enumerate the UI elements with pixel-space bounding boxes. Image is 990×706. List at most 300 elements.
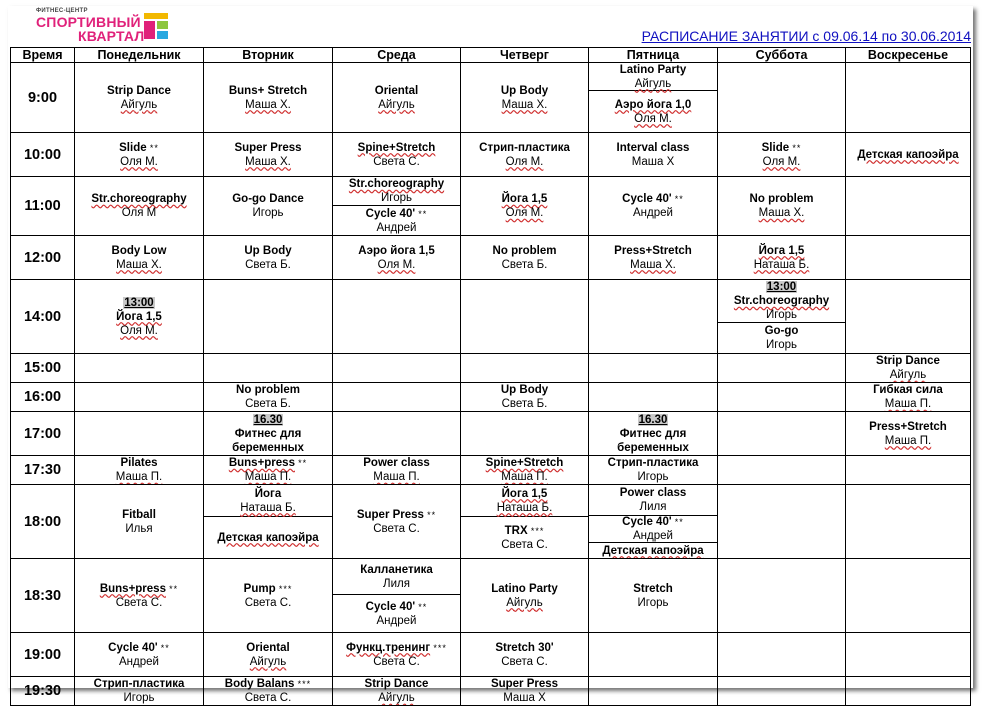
class-cell[interactable]	[204, 133, 333, 177]
trainer-line	[461, 98, 588, 112]
class-name-line	[461, 141, 588, 155]
trainer-name: Игорь	[637, 596, 669, 609]
class-name-line	[615, 98, 692, 112]
class-name: Cycle 40'	[365, 600, 416, 613]
class-cell[interactable]	[75, 280, 204, 354]
sub-class-block[interactable]	[461, 485, 588, 517]
class-cell[interactable]	[75, 559, 204, 633]
trainer-line	[75, 522, 203, 536]
empty-cell	[589, 677, 718, 706]
class-cell[interactable]	[204, 485, 333, 559]
header	[8, 6, 973, 47]
trainer-line	[204, 98, 332, 112]
class-cell[interactable]	[589, 236, 718, 280]
class-name-line	[204, 677, 332, 691]
trainer-line	[204, 655, 332, 669]
class-name: Body Balans	[224, 678, 295, 690]
trainer-line	[204, 596, 332, 610]
trainer-line	[633, 529, 673, 543]
trainer-name: Света Б.	[245, 258, 291, 271]
class-intensity-stars: ***	[278, 583, 293, 594]
trainer-name: Света С.	[115, 596, 163, 609]
empty-cell	[846, 63, 971, 133]
class-cell[interactable]	[204, 63, 333, 133]
day-header: Понедельник	[75, 48, 204, 63]
class-start-time: 13:00	[766, 281, 797, 293]
schedule-title[interactable]: РАСПИСАНИЕ ЗАНЯТИИ с 09.06.14 по 30.06.2014	[641, 28, 971, 44]
trainer-line	[766, 338, 797, 352]
time-slot: 19:00	[11, 633, 75, 677]
trainer-name: Игорь	[766, 309, 797, 321]
empty-cell	[333, 280, 461, 354]
class-cell[interactable]	[204, 236, 333, 280]
class-name-line	[204, 244, 332, 258]
class-name: Аэро йога 1,0	[614, 98, 692, 111]
schedule-row	[11, 383, 971, 412]
logo-subtitle: ФИТНЕС-ЦЕНТР	[36, 8, 88, 14]
class-cell[interactable]	[846, 412, 971, 456]
class-name: Strip Dance	[107, 84, 171, 97]
empty-cell	[333, 412, 461, 456]
sub-class-block[interactable]	[204, 517, 332, 558]
trainer-name: Оля М.	[120, 155, 158, 168]
class-start-time: 16.30	[253, 413, 283, 426]
class-name: Super Press	[490, 678, 559, 690]
trainer-line	[461, 258, 588, 272]
class-name: Fitball	[122, 508, 156, 521]
trainer-name: Наташа Б.	[240, 501, 296, 514]
class-name-line	[75, 641, 203, 655]
class-name: Йога 1,5	[758, 244, 805, 257]
sub-class-block[interactable]	[333, 595, 460, 632]
class-start-time: 16.30	[638, 413, 668, 426]
class-cell[interactable]	[589, 133, 718, 177]
trainer-name: Игорь	[252, 207, 284, 219]
empty-cell	[333, 383, 461, 412]
class-cell[interactable]	[204, 177, 333, 236]
class-cell[interactable]	[589, 559, 718, 633]
class-cell[interactable]	[333, 559, 461, 633]
empty-cell	[846, 177, 971, 236]
class-name-line	[75, 310, 203, 324]
class-name-line	[589, 244, 717, 258]
class-name: Up Body	[500, 84, 549, 97]
trainer-line	[461, 397, 588, 411]
class-cell[interactable]	[718, 236, 846, 280]
empty-cell	[75, 412, 204, 456]
class-name: Super Press	[356, 508, 424, 521]
trainer-line	[461, 470, 588, 484]
class-cell[interactable]	[333, 485, 461, 559]
trainer-name: Маша П.	[884, 434, 932, 447]
class-cell[interactable]	[75, 677, 204, 706]
trainer-name: Андрей	[376, 614, 417, 627]
class-name: Super Press	[234, 141, 302, 154]
schedule-row	[11, 485, 971, 559]
trainer-name: Игорь	[766, 339, 797, 351]
class-name-line	[461, 641, 588, 655]
schedule-row	[11, 63, 971, 133]
trainer-line	[461, 655, 588, 669]
class-cell[interactable]	[333, 177, 461, 236]
class-cell[interactable]	[461, 559, 589, 633]
trainer-line	[846, 368, 970, 382]
class-cell[interactable]	[75, 236, 204, 280]
time-slot: 16:00	[11, 383, 75, 412]
class-cell[interactable]	[461, 177, 589, 236]
trainer-name: Оля М.	[505, 155, 544, 168]
day-header: Воскресенье	[846, 48, 971, 63]
class-name: Press+Stretch	[869, 420, 947, 433]
class-name-line	[333, 456, 460, 470]
trainer-line	[635, 77, 672, 91]
class-cell[interactable]	[589, 63, 718, 133]
class-cell[interactable]	[589, 412, 718, 456]
class-cell[interactable]	[75, 633, 204, 677]
class-name: Str.choreography	[733, 295, 830, 307]
class-cell[interactable]	[589, 177, 718, 236]
class-cell[interactable]	[75, 456, 204, 485]
class-intensity-stars: **	[298, 458, 308, 468]
class-name: Cycle 40'	[622, 516, 672, 528]
sub-class-block[interactable]	[333, 177, 460, 206]
class-name-line	[75, 456, 203, 470]
sub-class-block[interactable]	[589, 485, 717, 516]
trainer-name: Айгуль	[378, 98, 415, 111]
trainer-line	[634, 112, 672, 126]
trainer-name: Света С.	[373, 655, 420, 668]
class-name-line	[75, 508, 203, 522]
schedule-row	[11, 559, 971, 633]
class-name: Pump	[243, 582, 276, 595]
class-cell[interactable]	[461, 633, 589, 677]
class-cell[interactable]	[204, 456, 333, 485]
class-name-line	[217, 531, 318, 545]
class-name-line	[461, 244, 588, 258]
class-cell[interactable]	[75, 485, 204, 559]
class-cell[interactable]	[204, 677, 333, 706]
empty-cell	[204, 280, 333, 354]
empty-cell	[718, 633, 846, 677]
time-slot: 18:30	[11, 559, 75, 633]
time-slot: 17:00	[11, 412, 75, 456]
trainer-name: Лиля	[639, 501, 667, 513]
class-name: No problem	[749, 193, 814, 205]
schedule-row	[11, 456, 971, 485]
class-name: Stretch	[633, 582, 673, 595]
class-name-line	[204, 456, 332, 470]
class-name-line	[461, 677, 588, 691]
schedule-row	[11, 677, 971, 706]
class-name: Up Body	[244, 244, 292, 257]
empty-cell	[846, 236, 971, 280]
class-name: Stretch 30'	[495, 641, 554, 654]
class-cell[interactable]	[589, 485, 718, 559]
class-name-line	[366, 600, 428, 614]
class-start-time-line	[589, 413, 717, 427]
class-cell[interactable]	[846, 354, 971, 383]
time-column-header: Время	[11, 48, 75, 63]
trainer-name: Света С.	[244, 596, 292, 609]
class-name: Latino Party	[491, 582, 558, 595]
trainer-name: Айгуль	[889, 369, 927, 381]
class-name-line	[204, 427, 332, 455]
class-name-line	[846, 420, 970, 434]
trainer-name: Света С.	[373, 155, 420, 168]
class-name-line	[333, 141, 460, 155]
empty-cell	[718, 63, 846, 133]
class-name: TRX	[504, 524, 528, 537]
day-header: Четверг	[461, 48, 589, 63]
class-cell[interactable]	[333, 236, 461, 280]
sub-class-block[interactable]	[204, 485, 332, 517]
class-cell[interactable]	[204, 383, 333, 412]
trainer-line	[204, 258, 332, 272]
class-cell[interactable]	[718, 133, 846, 177]
class-name-line	[734, 294, 829, 308]
class-name-line	[589, 192, 717, 206]
trainer-line	[846, 434, 970, 448]
trainer-name: Света С.	[373, 522, 420, 535]
class-name-line	[589, 141, 717, 155]
class-start-time: 13:00	[124, 296, 154, 309]
trainer-name: Оля М	[121, 207, 157, 219]
class-intensity-stars: ***	[297, 679, 312, 689]
trainer-name: Маша Х	[503, 692, 546, 704]
class-cell[interactable]	[333, 633, 461, 677]
class-cell[interactable]	[461, 485, 589, 559]
sub-class-block[interactable]	[589, 63, 717, 91]
trainer-line	[377, 614, 417, 628]
trainer-name: Айгуль	[378, 692, 415, 704]
class-cell[interactable]	[461, 456, 589, 485]
logo-line-1: СПОРТИВНЫЙ	[36, 14, 141, 30]
empty-cell	[589, 354, 718, 383]
time-slot: 19:30	[11, 677, 75, 706]
class-cell[interactable]	[75, 133, 204, 177]
trainer-name: Оля М.	[634, 112, 672, 125]
trainer-name: Маша Х.	[116, 258, 162, 271]
class-name-line	[461, 456, 588, 470]
empty-cell	[461, 280, 589, 354]
class-name: Buns+ Stretch	[228, 84, 308, 97]
trainer-line	[204, 397, 332, 411]
class-name: Йога 1,5	[501, 193, 548, 205]
empty-cell	[204, 354, 333, 383]
class-name-line	[461, 582, 588, 596]
class-name: Buns+press	[99, 582, 166, 595]
class-cell[interactable]	[461, 677, 589, 706]
class-name: Go-go	[764, 325, 799, 337]
class-name-line	[602, 544, 703, 558]
schedule-row	[11, 177, 971, 236]
trainer-name: Андрей	[633, 530, 673, 542]
class-name-line	[846, 354, 970, 368]
class-cell[interactable]	[718, 280, 846, 354]
trainer-line	[204, 206, 332, 220]
trainer-name: Айгуль	[634, 77, 672, 90]
sub-class-block[interactable]	[333, 206, 460, 235]
class-name: Slide	[761, 141, 790, 154]
sub-class-block[interactable]	[589, 91, 717, 132]
class-name: Str.choreography	[348, 178, 445, 190]
trainer-name: Андрей	[376, 221, 417, 234]
class-name-line	[75, 244, 203, 258]
class-name-line	[333, 677, 460, 691]
empty-cell	[846, 633, 971, 677]
trainer-line	[333, 655, 460, 669]
class-cell[interactable]	[846, 383, 971, 412]
class-name: Детская капоэйра	[217, 531, 319, 544]
trainer-name: Игорь	[637, 471, 669, 483]
class-name-line	[75, 677, 203, 691]
trainer-line	[333, 98, 460, 112]
class-intensity-stars: ***	[433, 642, 447, 653]
trainer-name: Света Б.	[245, 398, 291, 410]
class-cell[interactable]	[461, 63, 589, 133]
sub-class-block[interactable]	[333, 559, 460, 595]
schedule-row	[11, 412, 971, 456]
trainer-line	[766, 308, 797, 322]
class-name-line	[349, 177, 444, 191]
trainer-name: Лиля	[383, 577, 410, 590]
class-name: Latino Party	[619, 63, 687, 76]
trainer-line	[497, 501, 553, 515]
class-intensity-stars: **	[160, 642, 170, 653]
class-name-line	[461, 383, 588, 397]
trainer-line	[718, 155, 845, 169]
empty-cell	[333, 354, 461, 383]
class-cell[interactable]	[75, 177, 204, 236]
empty-cell	[846, 485, 971, 559]
time-slot: 10:00	[11, 133, 75, 177]
class-cell[interactable]	[846, 133, 971, 177]
empty-cell	[718, 354, 846, 383]
schedule-table	[10, 47, 971, 706]
trainer-line	[461, 206, 588, 220]
class-name-line	[502, 487, 548, 501]
class-name-line	[765, 324, 799, 338]
class-name: Oriental	[246, 641, 290, 654]
trainer-name: Оля М.	[762, 155, 801, 168]
class-intensity-stars: **	[792, 142, 802, 153]
day-header: Пятница	[589, 48, 718, 63]
class-cell[interactable]	[589, 456, 718, 485]
class-name: Стрип-пластика	[479, 141, 570, 154]
class-cell[interactable]	[333, 456, 461, 485]
time-slot: 9:00	[11, 63, 75, 133]
logo	[16, 8, 176, 46]
class-name-line	[366, 207, 428, 221]
trainer-line	[589, 470, 717, 484]
class-name: Str.choreography	[91, 193, 187, 205]
class-name: Фитнес для беременных	[617, 427, 689, 454]
sub-class-block[interactable]	[589, 516, 717, 543]
class-cell[interactable]	[333, 63, 461, 133]
trainer-line	[589, 596, 717, 610]
trainer-name: Света С.	[501, 655, 548, 668]
class-cell[interactable]	[333, 677, 461, 706]
trainer-line	[381, 191, 412, 205]
class-name-line	[461, 84, 588, 98]
trainer-name: Оля М.	[377, 258, 416, 271]
class-name: Interval class	[616, 141, 690, 154]
class-name-line	[589, 456, 717, 470]
trainer-line	[75, 206, 203, 220]
class-cell[interactable]	[333, 133, 461, 177]
class-name: Йога	[254, 487, 282, 500]
trainer-line	[461, 155, 588, 169]
class-intensity-stars: **	[674, 517, 684, 527]
class-name: Strip Dance	[364, 678, 429, 690]
class-intensity-stars: **	[169, 583, 179, 594]
trainer-line	[333, 470, 460, 484]
class-name: Аэро йога 1,5	[358, 244, 435, 257]
class-name-line	[620, 486, 686, 500]
empty-cell	[461, 354, 589, 383]
trainer-line	[75, 155, 203, 169]
sub-class-block[interactable]	[589, 543, 717, 558]
class-cell[interactable]	[75, 63, 204, 133]
class-name-line	[505, 524, 545, 538]
class-intensity-stars: **	[149, 142, 159, 153]
class-name-line	[75, 582, 203, 596]
class-cell[interactable]	[204, 412, 333, 456]
empty-cell	[75, 354, 204, 383]
class-cell[interactable]	[461, 383, 589, 412]
class-name-line	[846, 383, 970, 397]
empty-cell	[75, 383, 204, 412]
empty-cell	[718, 412, 846, 456]
trainer-line	[75, 258, 203, 272]
schedule-row	[11, 133, 971, 177]
sub-class-block[interactable]	[461, 517, 588, 558]
class-cell[interactable]	[204, 559, 333, 633]
empty-cell	[461, 412, 589, 456]
trainer-name: Андрей	[119, 655, 159, 668]
class-name-line	[204, 141, 332, 155]
class-name-line	[333, 84, 460, 98]
trainer-name: Андрей	[633, 207, 673, 219]
trainer-name: Маша Х.	[630, 258, 676, 271]
class-name-line	[75, 141, 203, 155]
logo-mark-icon	[142, 11, 170, 41]
trainer-name: Маша Х.	[501, 98, 548, 111]
sub-class-block[interactable]	[718, 280, 845, 323]
class-cell[interactable]	[204, 633, 333, 677]
trainer-name: Игорь	[381, 192, 412, 204]
trainer-line	[204, 470, 332, 484]
class-name: Cycle 40'	[622, 193, 672, 205]
class-name-line	[589, 427, 717, 455]
class-cell[interactable]	[718, 177, 846, 236]
class-name: Power class	[363, 457, 430, 469]
trainer-line	[75, 596, 203, 610]
class-name: Strip Dance	[876, 355, 940, 367]
class-name: Гибкая сила	[873, 384, 943, 396]
class-name: Детская капоэйра	[857, 148, 959, 161]
trainer-name: Света Б.	[501, 398, 548, 410]
class-cell[interactable]	[461, 133, 589, 177]
schedule-row	[11, 354, 971, 383]
schedule-sheet	[8, 6, 973, 704]
class-name: Калланетика	[360, 563, 433, 576]
class-cell[interactable]	[461, 236, 589, 280]
sub-class-block[interactable]	[718, 323, 845, 353]
trainer-name: Оля М.	[120, 324, 158, 337]
class-name-line	[204, 641, 332, 655]
class-name-line	[204, 582, 332, 596]
